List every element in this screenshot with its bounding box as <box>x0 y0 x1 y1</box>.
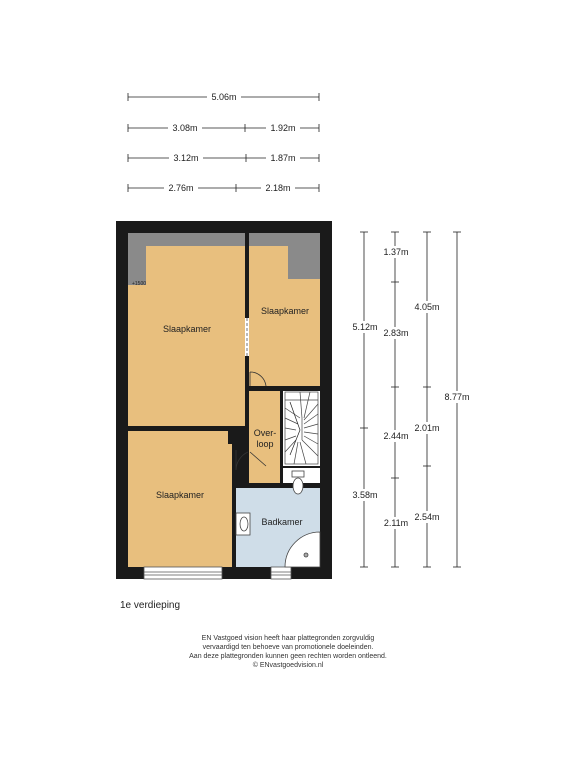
dim-total-width: 5.06m <box>211 92 237 102</box>
dim-width-right-2: 1.87m <box>270 153 296 163</box>
dim-height-3: 2.44m <box>383 431 409 441</box>
top-dimensions <box>128 93 319 192</box>
height-tag: +1500 <box>131 281 147 287</box>
disclaimer-line-3: Aan deze plattegronden kunnen geen rechten worden ontleend. <box>189 653 387 660</box>
right-dimension-labels <box>349 246 473 529</box>
floor-label: 1e verdieping <box>120 600 181 611</box>
disclaimer-line-2: vervaardigd ten behoeve van promotionele doeleinden. <box>202 644 374 651</box>
disclaimer-footer <box>0 634 576 670</box>
stairs-floor <box>283 390 320 466</box>
copyright-link[interactable]: © ENvastgoedvision.nl <box>252 662 324 669</box>
dim-height-1: 1.37m <box>383 247 409 257</box>
sliding-door <box>245 318 249 356</box>
room-label-bedroom-small: Slaapkamer <box>260 306 310 316</box>
dim-height-2: 2.83m <box>383 328 409 338</box>
dim-width-right-1: 1.92m <box>270 123 296 133</box>
dim-width-left-2: 3.12m <box>173 153 199 163</box>
dim-height-c: 2.54m <box>414 512 440 522</box>
dim-width-right-3: 2.18m <box>265 183 291 193</box>
room-label-bathroom: Badkamer <box>261 517 303 527</box>
room-label-bedroom-main: Slaapkamer <box>162 324 212 334</box>
room-label-bedroom-lower: Slaapkamer <box>155 490 205 500</box>
room-label-landing-1: Over- <box>253 428 277 438</box>
dim-width-left-3: 2.76m <box>168 183 194 193</box>
top-dimension-labels <box>164 90 300 193</box>
eave-zone-far-right <box>288 233 320 279</box>
room-label-landing-2: loop <box>256 439 274 449</box>
dim-height-a: 4.05m <box>414 302 440 312</box>
toilet-icon <box>292 471 304 494</box>
sink-icon <box>236 513 250 535</box>
eave-zone-left <box>128 233 146 285</box>
dim-width-left-1: 3.08m <box>172 123 198 133</box>
dim-height-upper: 5.12m <box>352 322 378 332</box>
dim-height-4: 2.11m <box>383 518 409 528</box>
dim-height-b: 2.01m <box>414 423 440 433</box>
dim-total-height: 8.77m <box>444 392 470 402</box>
disclaimer-line-1: EN Vastgoed vision heeft haar plattegronden zorgvuldig <box>201 635 375 642</box>
dim-height-lower: 3.58m <box>352 490 378 500</box>
